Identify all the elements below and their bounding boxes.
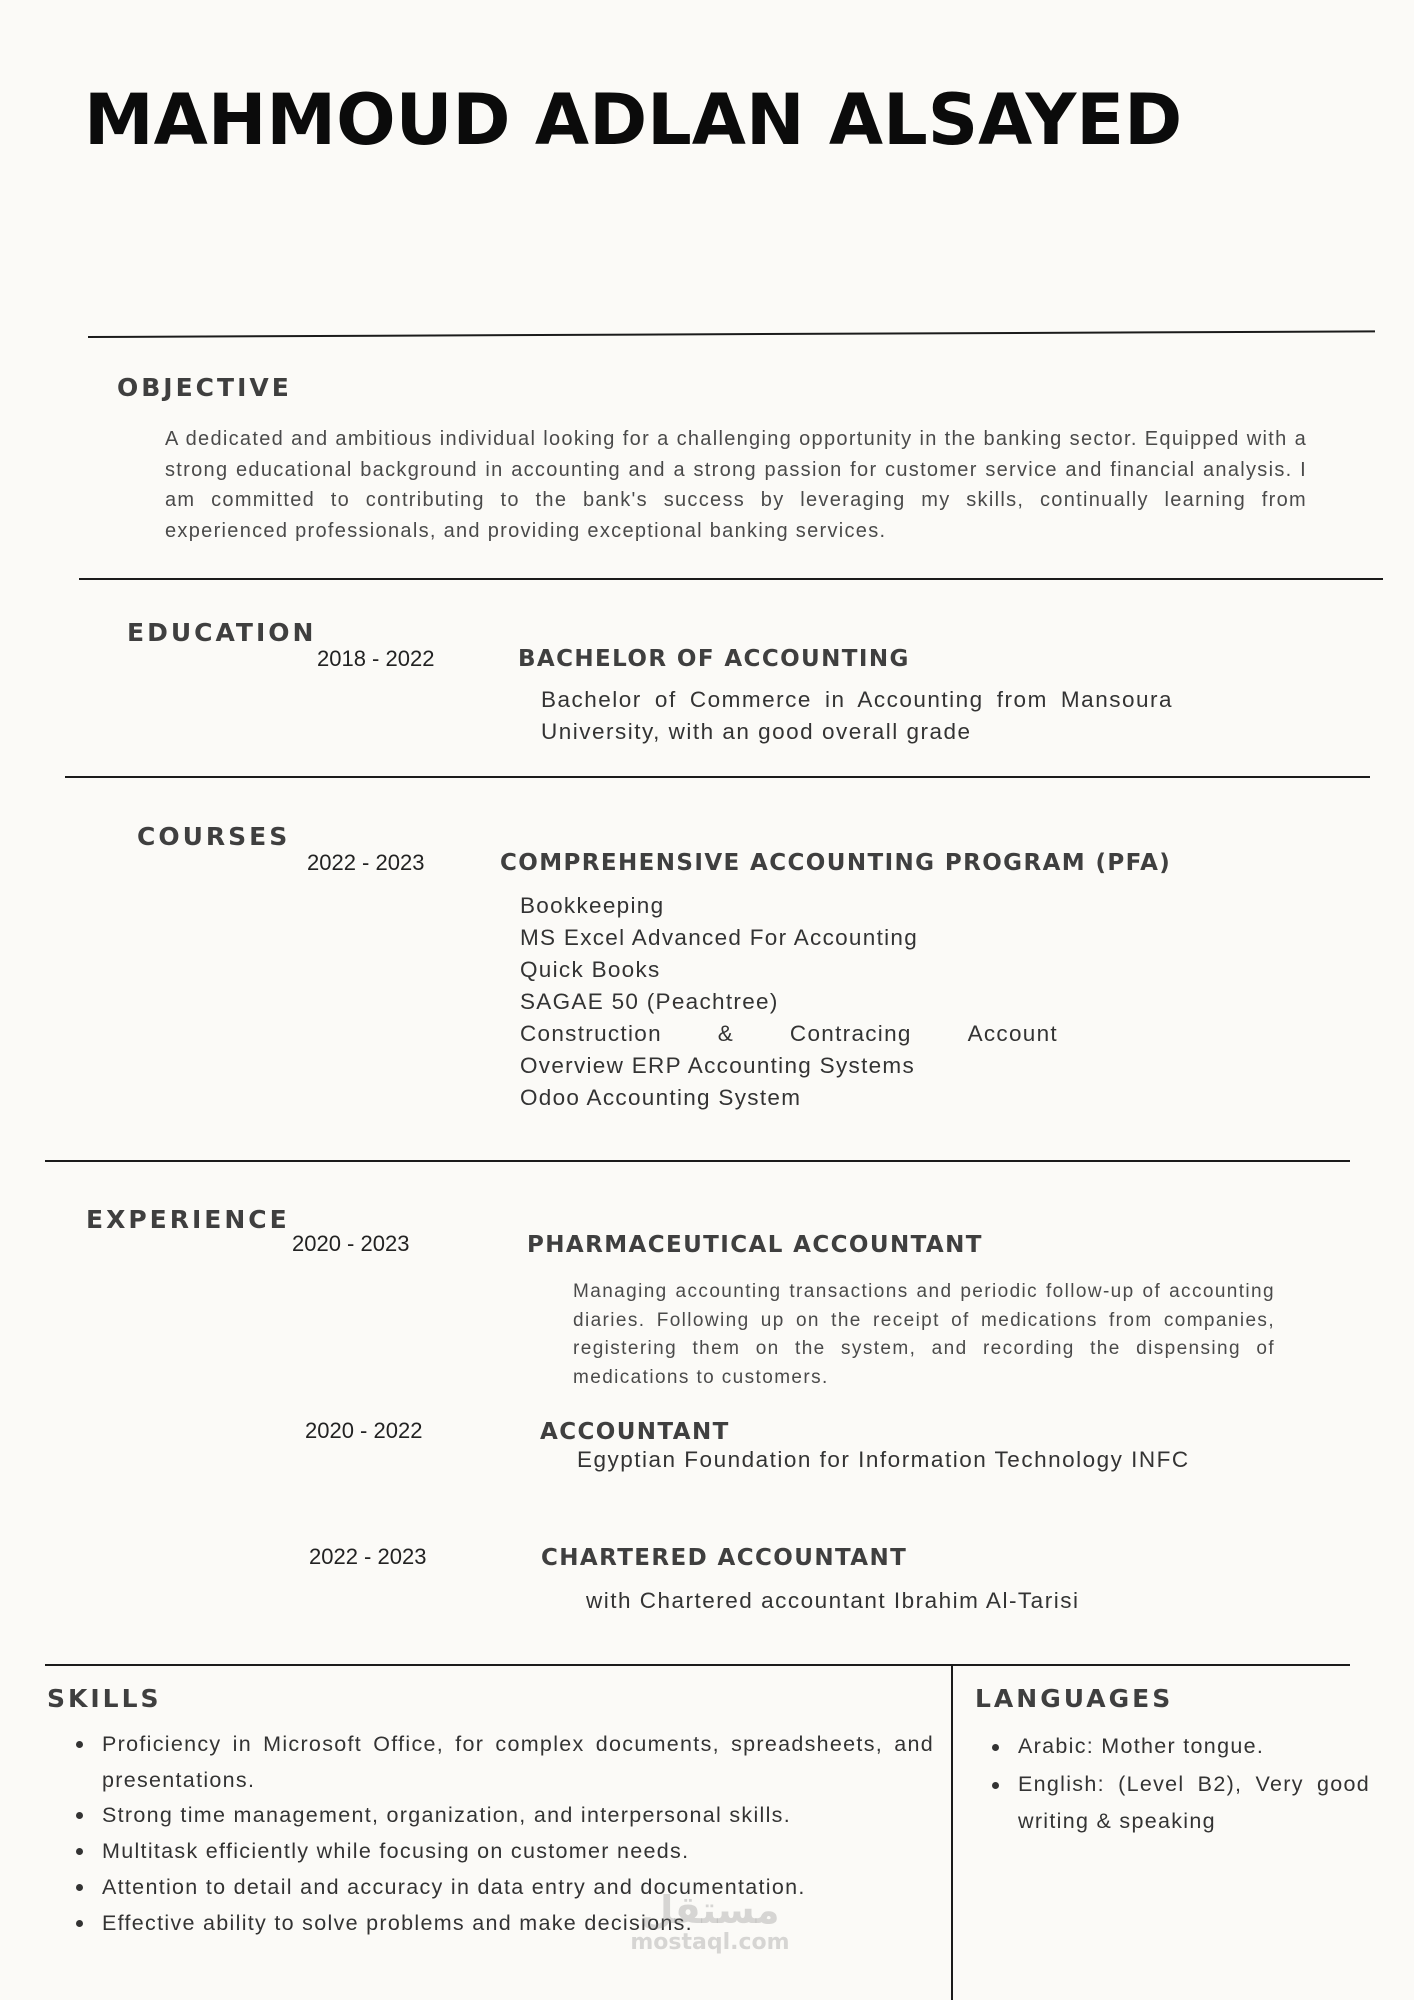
divider-education [65,776,1370,778]
course-item: SAGAE 50 (Peachtree) [520,989,779,1014]
bullet-icon [992,1782,999,1789]
language-item [990,1728,1370,1766]
course-item-word: & [717,1021,735,1046]
skill-text: Strong time management, organization, and interpersonal skills. [102,1803,792,1828]
divider-top [88,330,1375,338]
objective-heading: OBJECTIVE [117,373,292,402]
skills-list [48,1727,934,1941]
course-item: Overview ERP Accounting Systems [520,1053,916,1078]
skills-heading: SKILLS [47,1684,162,1713]
courses-list [520,890,1058,1114]
experience-job-title: ACCOUNTANT [540,1419,730,1445]
skill-item [48,1906,934,1942]
course-item: Quick Books [520,957,661,982]
language-text: English: (Level B2), Very good writing & speaking [1018,1771,1370,1833]
course-item-word: Construction [520,1021,662,1046]
watermark-logo: مستقل [640,1888,780,1932]
course-item [520,1018,1058,1050]
bullet-icon [76,1848,83,1855]
divider-skills-languages [951,1664,953,2000]
experience-job-title: PHARMACEUTICAL ACCOUNTANT [527,1232,983,1258]
experience-dates: 2020 - 2023 [292,1231,410,1256]
education-description: Bachelor of Commerce in Accounting from Mansoura University, with an good overall grade [541,687,1173,744]
course-item: Bookkeeping [520,893,665,918]
bullet-icon [992,1744,999,1751]
objective-text: A dedicated and ambitious individual looking for a challenging opportunity in the banking sector. Equipped with a strong educational background in accounting and a strong passion for customer service and financial analysis. I am committed to contributing to the bank's success by leveraging my skills, continually learning from experienced professionals, and providing exceptional banking services. [165,428,1307,542]
experience-dates: 2020 - 2022 [305,1418,423,1443]
skill-text: Attention to detail and accuracy in data entry and documentation. [102,1874,806,1899]
experience-description: Managing accounting transactions and periodic follow-up of accounting diaries. Following up on the receipt of medications from companies, registering them on the system, and recording the dispensing of medications to customers. [573,1281,1275,1388]
experience-heading: EXPERIENCE [86,1205,290,1234]
skill-text: Proficiency in Microsoft Office, for complex documents, spreadsheets, and presentations. [102,1732,934,1792]
course-item: Odoo Accounting System [520,1085,802,1110]
skill-item [48,1798,934,1834]
skill-text: Effective ability to solve problems and make decisions. [102,1910,693,1935]
bullet-icon [76,1812,83,1819]
candidate-name: MAHMOUD ADLAN ALSAYED [84,79,1183,161]
language-text: Arabic: Mother tongue. [1018,1734,1265,1758]
bullet-icon [76,1884,83,1891]
education-degree-title: BACHELOR OF ACCOUNTING [518,646,910,672]
skill-item [48,1834,934,1870]
divider-experience [45,1664,1350,1666]
education-heading: EDUCATION [127,618,317,647]
experience-description: Egyptian Foundation for Information Technology INFC [577,1447,1190,1472]
bullet-icon [76,1741,83,1748]
skill-item [48,1870,934,1906]
divider-courses [45,1160,1350,1162]
courses-dates: 2022 - 2023 [307,850,425,875]
languages-list [990,1728,1370,1841]
language-item [990,1766,1370,1841]
experience-job-title: CHARTERED ACCOUNTANT [541,1545,908,1571]
watermark-url: mostaql.com [630,1930,790,1955]
divider-objective [79,578,1383,580]
experience-dates: 2022 - 2023 [309,1544,427,1569]
skill-text: Multitask efficiently while focusing on customer needs. [102,1839,690,1864]
education-dates: 2018 - 2022 [317,646,435,671]
courses-heading: COURSES [137,822,291,851]
course-item-word: Contracing [789,1021,912,1046]
course-item-word: Account [967,1021,1058,1046]
experience-description: with Chartered accountant Ibrahim Al-Tarisi [586,1588,1080,1613]
skill-item [48,1727,934,1798]
bullet-icon [76,1920,83,1927]
course-item: MS Excel Advanced For Accounting [520,925,919,950]
languages-heading: LANGUAGES [975,1684,1174,1713]
courses-program-title: COMPREHENSIVE ACCOUNTING PROGRAM (PFA) [500,850,1172,876]
